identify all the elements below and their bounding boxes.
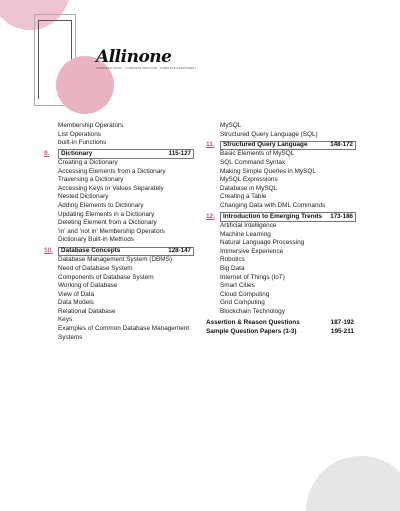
- toc-topic: Adding Elements to Dictionary: [58, 202, 144, 210]
- chapter-number: 11.: [206, 141, 215, 149]
- chapter-title-bar: [58, 247, 194, 257]
- toc-right-column: [206, 122, 356, 337]
- chapter-number: 9.: [44, 149, 50, 157]
- logo-wordmark: [96, 48, 186, 66]
- toc-topic: Accessing Keys or Values Separately: [58, 184, 164, 192]
- extra-sections: [206, 319, 356, 336]
- toc-topic: MySQL: [220, 122, 242, 129]
- toc-topic: View of Data: [58, 290, 95, 298]
- toc-topic: Need of Database System: [58, 264, 133, 272]
- toc-topic: Creating a Dictionary: [58, 159, 118, 167]
- toc-topic: Changing Data with DML Commands: [220, 202, 326, 210]
- chapter-title-bar: [220, 212, 356, 222]
- toc-topic: Natural Language Processing: [220, 239, 305, 247]
- toc-topic: Relational Database: [58, 307, 116, 315]
- toc-topic: Updating Elements in a Dictionary: [58, 210, 155, 218]
- toc-topic: Machine Learning: [220, 230, 271, 238]
- chapter-title-bar: [58, 149, 194, 159]
- chapter-pages: 148-172: [330, 141, 353, 149]
- toc-topic: Making Simple Queries in MySQL: [220, 167, 316, 175]
- extra-section-title: Sample Question Papers (1-3): [206, 328, 297, 336]
- chapter-heading: [44, 247, 194, 256]
- chapter-title: Introduction to Emerging Trends: [223, 212, 323, 220]
- toc-topic: Components of Database System: [58, 273, 154, 281]
- logo-tagline: COMPLETE STUDY · COMPLETE PRACTICE · COMPLETE ASSESSMENT: [96, 67, 197, 70]
- chapter-heading: [44, 150, 194, 159]
- chapter-pages: 115-127: [168, 149, 191, 157]
- toc-topic: Nested Dictionary: [58, 193, 109, 201]
- toc-topic: Robotics: [220, 256, 245, 264]
- toc-left-column: [44, 122, 194, 342]
- toc-topic: Cloud Computing: [220, 290, 270, 298]
- extra-section-pages: 187-192: [330, 319, 354, 327]
- chapter-heading: [206, 213, 356, 222]
- toc-topic: Working of Database: [58, 282, 118, 290]
- chapter-number: 12.: [206, 212, 215, 220]
- toc-topic: Creating a Table: [220, 193, 267, 201]
- toc-topic: Internet of Things (IoT): [220, 273, 285, 281]
- chapter-title: Database Concepts: [61, 247, 121, 255]
- toc-topic: Deleting Element from a Dictionary: [58, 219, 157, 227]
- extra-section-row: [206, 328, 356, 337]
- toc-topic: List Operations: [58, 130, 101, 138]
- logo-part-one: one: [138, 47, 172, 67]
- decorative-circle-bottom: [306, 456, 400, 511]
- toc-topic: Basic Elements of MySQL: [220, 150, 295, 158]
- toc-topic: Immersive Experience: [220, 247, 284, 255]
- toc-topic: SQL Command Syntax: [220, 159, 286, 167]
- toc-topic: 'in' and 'not in' Membership Operators: [58, 227, 165, 235]
- chapter-heading: [206, 141, 356, 150]
- toc-topic: Membership Operators: [58, 122, 124, 129]
- toc-topic: Blockchain Technology: [220, 307, 285, 315]
- toc-topic: Accessing Elements from a Dictionary: [58, 167, 166, 175]
- extra-section-pages: 195-211: [330, 328, 354, 336]
- extra-section-row: [206, 319, 356, 328]
- chapter-pages: 173-186: [330, 212, 353, 220]
- toc-topic: Systems: [58, 333, 83, 341]
- chapter-title-bar: [220, 141, 356, 151]
- extra-section-title: Assertion & Reason Questions: [206, 319, 300, 327]
- toc-topic: Data Models: [58, 299, 94, 307]
- brand-logo: [96, 47, 197, 70]
- toc-topic: Structured Query Language (SQL): [220, 130, 318, 138]
- toc-topic: Artificial Intelligence: [220, 221, 277, 229]
- toc-topic: Database Management System (DBMS): [58, 256, 173, 264]
- toc-topic: Keys: [58, 316, 73, 324]
- toc-topic: Database in MySQL: [220, 184, 278, 192]
- chapter-pages: 128-147: [168, 247, 191, 255]
- toc-topic: Grid Computing: [220, 299, 265, 307]
- logo-part-in: in: [120, 47, 139, 67]
- toc-topic: Dictionary Built-in Methods: [58, 236, 135, 244]
- toc-topic: Smart Cities: [220, 282, 255, 290]
- chapter-title: Dictionary: [61, 149, 93, 157]
- chapter-number: 10.: [44, 247, 53, 255]
- toc-topic: Big Data: [220, 264, 245, 272]
- toc-topic: built-in Functions: [58, 139, 107, 147]
- toc-topic: Traversing a Dictionary: [58, 176, 124, 184]
- toc-topic: MySQL Expressions: [220, 176, 278, 184]
- logo-part-all: All: [96, 47, 121, 67]
- chapter-title: Structured Query Language: [223, 141, 308, 149]
- toc-topic: Examples of Common Database Management: [58, 325, 190, 333]
